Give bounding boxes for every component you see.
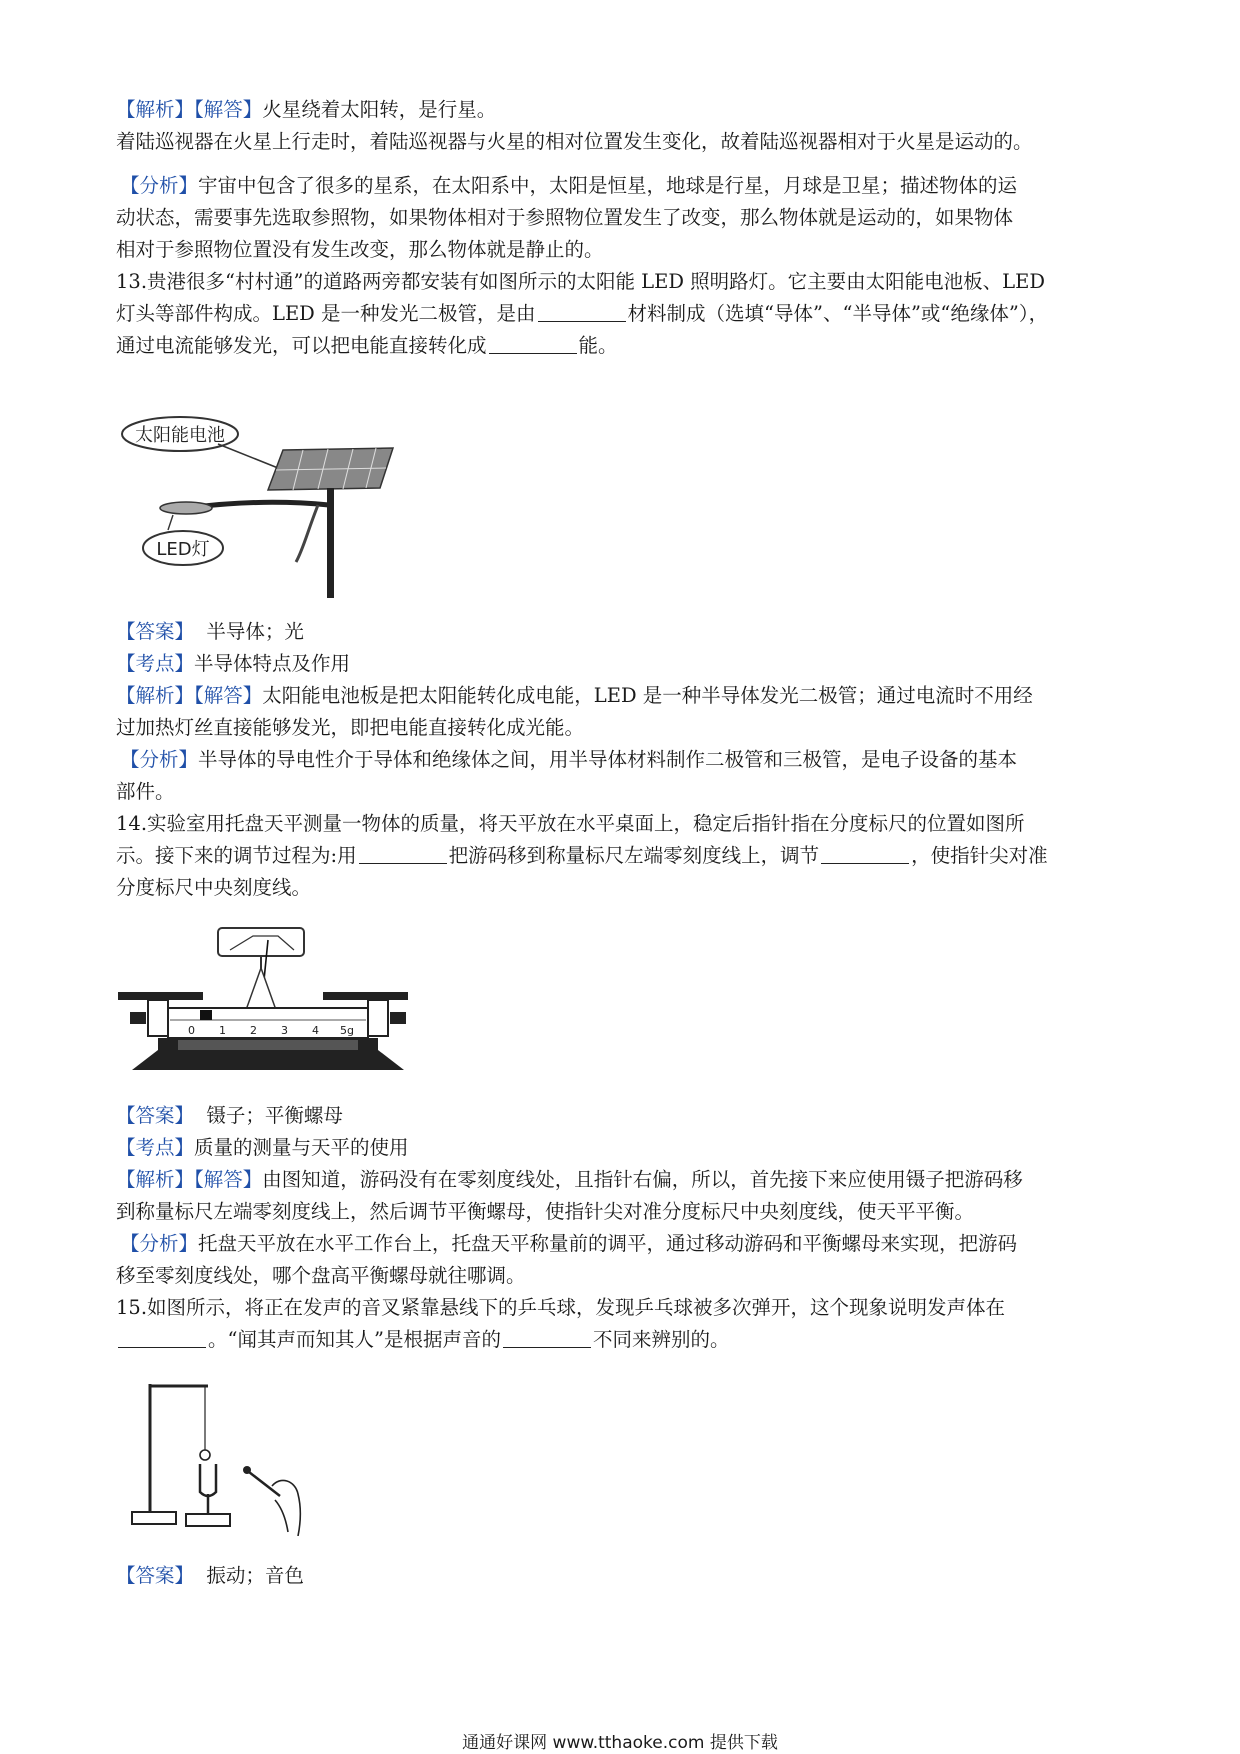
q13-fenxi-line2: 部件。 — [116, 780, 175, 803]
panel-label: 太阳能电池 — [135, 425, 225, 446]
answer-blank — [489, 333, 577, 354]
kaodian-tag: 【考点】 — [116, 1136, 195, 1159]
answer-blank — [538, 301, 626, 322]
scale-tick-5: 5g — [340, 1024, 354, 1037]
kaodian-text: 质量的测量与天平的使用 — [194, 1136, 409, 1159]
scale-tick-2: 2 — [250, 1024, 257, 1037]
q14-stem-line2b: 把游码移到称量标尺左端零刻度线上，调节 — [448, 844, 820, 867]
answer-blank — [821, 843, 909, 864]
q12-jiexi-text1: 火星绕着太阳转，是行星。 — [262, 98, 497, 121]
q14-fenxi-line2: 移至零刻度线处，哪个盘高平衡螺母就往哪调。 — [116, 1264, 526, 1287]
jiexi-text: 由图知道，游码没有在零刻度线处，且指针右偏，所以，首先接下来应使用镊子把游码移 — [262, 1168, 1023, 1191]
scale-tick-3: 3 — [281, 1024, 288, 1037]
q13-answer — [116, 616, 1136, 648]
answer-text: 半导体；光 — [206, 620, 304, 643]
fenxi-tag: 【分析】 — [120, 748, 199, 771]
q14-stem-line2a: 示。接下来的调节过程为:用 — [116, 844, 357, 867]
answer-blank — [503, 1327, 591, 1348]
q13-stem-line3b: 能。 — [578, 334, 618, 357]
fenxi-text: 半导体的导电性介于导体和绝缘体之间，用半导体材料制作二极管和三极管，是电子设备的基本 — [198, 748, 1018, 771]
q13-stem-line2 — [116, 298, 1136, 330]
q13-stem-line2a: 灯头等部件构成。LED 是一种发光二极管，是由 — [116, 302, 536, 325]
kaodian-tag: 【考点】 — [116, 652, 195, 675]
fenxi-text: 托盘天平放在水平工作台上，托盘天平称量前的调平，通过移动游码和平衡螺母来实现，把游码 — [198, 1232, 1018, 1255]
jieda-tag: 【解答】 — [194, 1168, 263, 1191]
answer-tag: 【答案】 — [116, 1104, 195, 1127]
q15-stem-line2b: 不同来辨别的。 — [592, 1328, 730, 1351]
q12-fenxi-text1: 宇宙中包含了很多的星系，在太阳系中，太阳是恒星，地球是行星，月球是卫星；描述物体的运 — [198, 174, 1018, 197]
fenxi-tag: 【分析】 — [120, 1232, 199, 1255]
q15-stem-line1: 15.如图所示，将正在发声的音叉紧靠悬线下的乒乓球，发现乒乓球被多次弹开，这个现象说明发声体在 — [116, 1296, 1006, 1319]
jieda-tag: 【解答】 — [194, 98, 263, 121]
q12-jiexi-line1 — [116, 94, 1136, 126]
answer-tag: 【答案】 — [116, 1564, 195, 1587]
jiexi-text: 太阳能电池板是把太阳能转化成电能，LED 是一种半导体发光二极管；通过电流时不用经 — [262, 684, 1033, 707]
q13-stem-line3 — [116, 330, 1136, 362]
q13-stem-line3a: 通过电流能够发光，可以把电能直接转化成 — [116, 334, 487, 357]
solar-street-lamp-figure — [118, 400, 408, 600]
balance-figure — [118, 920, 428, 1090]
fenxi-tag: 【分析】 — [120, 174, 199, 197]
q14-jiexi-line2: 到称量标尺左端零刻度线上，然后调节平衡螺母，使指针尖对准分度标尺中央刻度线，使天平平衡。 — [116, 1200, 975, 1223]
jieda-tag: 【解答】 — [194, 684, 263, 707]
q13-kaodian — [116, 648, 1136, 680]
q12-fenxi-line3: 相对于参照物位置没有发生改变，那么物体就是静止的。 — [116, 238, 604, 261]
page-footer: 通通好课网 www.tthaoke.com 提供下载 — [462, 1733, 778, 1753]
q13-fenxi-line1 — [120, 744, 1140, 776]
q13-jiexi-line2: 过加热灯丝直接能够发光，即把电能直接转化成光能。 — [116, 716, 585, 739]
q14-stem-line2c: ，使指针尖对准 — [911, 844, 1048, 867]
q13-jiexi-line1 — [116, 680, 1136, 712]
answer-blank — [359, 843, 447, 864]
q14-stem-line2 — [116, 840, 1136, 872]
q14-kaodian — [116, 1132, 1136, 1164]
answer-tag: 【答案】 — [116, 620, 195, 643]
lamp-label: LED灯 — [156, 539, 210, 560]
answer-blank — [118, 1327, 206, 1348]
scale-tick-1: 1 — [219, 1024, 226, 1037]
jiexi-tag: 【解析】 — [116, 684, 195, 707]
jiexi-tag: 【解析】 — [116, 98, 195, 121]
q14-jiexi-line1 — [116, 1164, 1136, 1196]
q14-stem-line1: 14.实验室用托盘天平测量一物体的质量，将天平放在水平桌面上，稳定后指针指在分度标尺的位置如图所 — [116, 812, 1025, 835]
q14-fenxi-line1 — [120, 1228, 1140, 1260]
jiexi-tag: 【解析】 — [116, 1168, 195, 1191]
q13-stem-line2b: 材料制成（选填“导体”、“半导体”或“绝缘体”）， — [627, 302, 1049, 325]
tuning-fork-figure — [130, 1376, 330, 1536]
kaodian-text: 半导体特点及作用 — [194, 652, 351, 675]
q14-answer — [116, 1100, 1136, 1132]
q12-fenxi-line1 — [120, 170, 1140, 202]
answer-text: 镊子；平衡螺母 — [206, 1104, 343, 1127]
q12-jiexi-line2: 着陆巡视器在火星上行走时，着陆巡视器与火星的相对位置发生变化，故着陆巡视器相对于火星是运动的。 — [116, 130, 1033, 153]
q12-fenxi-line2: 动状态，需要事先选取参照物，如果物体相对于参照物位置发生了改变，那么物体就是运动的，如果物体 — [116, 206, 1014, 229]
answer-text: 振动；音色 — [206, 1564, 304, 1587]
q14-stem-line3: 分度标尺中央刻度线。 — [116, 876, 312, 899]
q13-stem-line1: 13.贵港很多“村村通”的道路两旁都安装有如图所示的太阳能 LED 照明路灯。它主要由太阳能电池板、LED — [116, 270, 1045, 293]
scale-tick-0: 0 — [188, 1024, 195, 1037]
scale-tick-4: 4 — [312, 1024, 319, 1037]
q15-answer — [116, 1560, 1136, 1592]
q15-stem-line2a: 。“闻其声而知其人”是根据声音的 — [208, 1328, 501, 1351]
q15-stem-line2 — [116, 1324, 1136, 1356]
